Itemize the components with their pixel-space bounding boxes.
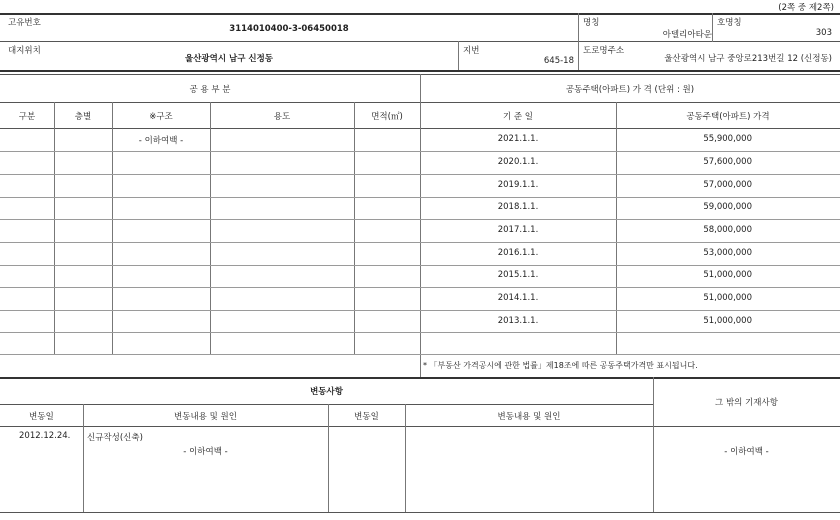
- other-title: 그 밖의 기재사항: [715, 398, 778, 408]
- id-label: 고유번호: [8, 18, 41, 28]
- changes-empty-note: - 이하여백 -: [183, 447, 228, 457]
- vline: [354, 102, 355, 354]
- price-value: 51,000,000: [703, 316, 752, 326]
- price-section-title: 공동주택(아파트) 가 격 (단위 : 원): [565, 85, 695, 95]
- price-value: 57,000,000: [703, 180, 752, 190]
- vdiv: [578, 13, 579, 70]
- price-date: 2021.1.1.: [497, 134, 539, 144]
- col-usage: 용도: [273, 112, 291, 122]
- row-line: [0, 242, 840, 243]
- bottom-section-top: [0, 377, 840, 379]
- col-area: 면적(㎡): [371, 112, 403, 122]
- road-label: 도로명주소: [583, 46, 625, 56]
- lot-label: 지번: [463, 46, 480, 56]
- price-value: 58,000,000: [703, 225, 752, 235]
- row-line: [0, 151, 840, 152]
- change-entry-content: 신규작성(신축): [87, 433, 143, 443]
- col-price: 공동주택(아파트) 가격: [686, 112, 770, 122]
- col-change-content-2: 변동내용 및 원인: [497, 412, 561, 422]
- price-value: 51,000,000: [703, 293, 752, 303]
- unit-label: 호명칭: [717, 18, 742, 28]
- row-line: [0, 287, 840, 288]
- col-floor: 층별: [74, 112, 92, 122]
- location-label: 대지위치: [8, 46, 41, 56]
- col-division: 구분: [18, 112, 36, 122]
- lot-value: 645-18: [543, 56, 574, 66]
- row-line: [0, 332, 840, 333]
- price-date: 2016.1.1.: [497, 248, 539, 258]
- name-value: 아델리아타운: [662, 30, 712, 40]
- row-line: [0, 310, 840, 311]
- price-date: 2019.1.1.: [497, 180, 539, 190]
- row-line: [0, 265, 840, 266]
- bottom-border: [0, 512, 840, 513]
- common-section-title: 공 용 부 분: [189, 85, 231, 95]
- row-line: [0, 174, 840, 175]
- row-line: [0, 354, 840, 355]
- change-entry-date: 2012.12.24.: [19, 431, 71, 441]
- other-empty-note: - 이하여백 -: [724, 447, 769, 457]
- col-change-date: 변동일: [29, 412, 54, 422]
- price-date: 2018.1.1.: [497, 202, 539, 212]
- hline: [0, 426, 840, 427]
- changes-title: 변동사항: [310, 387, 343, 397]
- vdiv: [458, 41, 459, 70]
- header-divider: [0, 41, 840, 42]
- road-value: 울산광역시 남구 중앙로213번길 12 (신정동): [664, 54, 832, 64]
- vline: [54, 102, 55, 354]
- price-date: 2013.1.1.: [497, 316, 539, 326]
- col-structure: ※구조: [149, 112, 173, 122]
- price-date: 2017.1.1.: [497, 225, 539, 235]
- top-border: [0, 13, 840, 15]
- price-footnote: * 「부동산 가격공시에 관한 법률」제18조에 따른 공동주택가격만 표시됩니다.: [423, 361, 698, 370]
- col-change-date-2: 변동일: [354, 412, 379, 422]
- price-value: 59,000,000: [703, 202, 752, 212]
- price-value: 53,000,000: [703, 248, 752, 258]
- price-value: 51,000,000: [703, 270, 752, 280]
- name-label: 명칭: [583, 18, 600, 28]
- price-date: 2015.1.1.: [497, 270, 539, 280]
- price-value: 57,600,000: [703, 157, 752, 167]
- vdiv: [712, 13, 713, 42]
- row-line: [0, 219, 840, 220]
- location-value: 울산광역시 남구 신정동: [184, 54, 274, 64]
- vline: [210, 102, 211, 354]
- unit-value: 303: [815, 28, 832, 38]
- header-bottom: [0, 70, 840, 72]
- row-line: [0, 197, 840, 198]
- price-value: 55,900,000: [703, 134, 752, 144]
- common-empty-note: - 이하여백 -: [138, 136, 184, 146]
- price-date: 2020.1.1.: [497, 157, 539, 167]
- col-base-date: 기 준 일: [502, 112, 534, 122]
- id-value: 3114010400-3-06450018: [229, 24, 349, 34]
- col-change-content: 변동내용 및 원인: [174, 412, 237, 422]
- hline: [0, 404, 653, 405]
- vline: [616, 102, 617, 354]
- page-indicator: (2쪽 중 제2쪽): [778, 3, 834, 13]
- price-date: 2014.1.1.: [497, 293, 539, 303]
